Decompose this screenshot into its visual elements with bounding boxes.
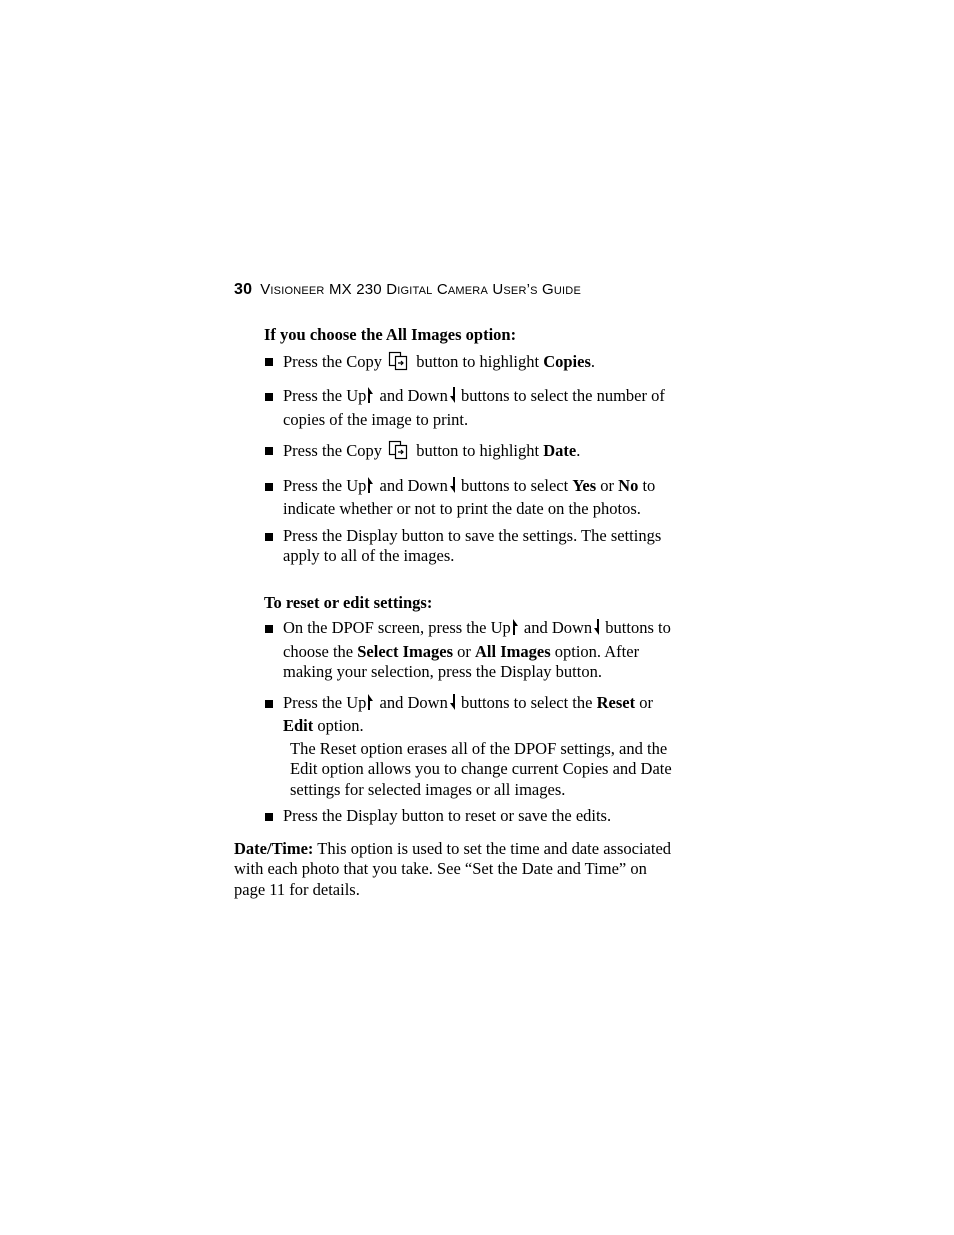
- section-heading-reset-edit: To reset or edit settings:: [264, 592, 433, 612]
- reset-edit-note: The Reset option erases all of the DPOF settings, and the Edit option allows you to change current Copies and Date settings for selected images or all images.: [290, 738, 672, 799]
- down-arrow-icon: [593, 618, 600, 642]
- bullet-square: [265, 625, 273, 633]
- page-number: 30: [234, 281, 253, 298]
- list-item: Press the Up and Down buttons to select the number of copies of the image to print.: [234, 386, 679, 430]
- up-arrow-icon: [367, 693, 374, 717]
- up-arrow-icon: [367, 476, 374, 500]
- list-item: Press the Up and Down buttons to select the Reset or Edit option.: [234, 693, 679, 737]
- page-body: [234, 325, 679, 900]
- list-item: Press the Display button to save the settings. The settings apply to all of the images.: [234, 526, 679, 567]
- down-arrow-icon: [449, 693, 456, 717]
- down-arrow-icon: [449, 386, 456, 410]
- section-heading-all-images: If you choose the All Images option:: [264, 325, 517, 344]
- list-item: Press the Copy button to highlight Date.: [234, 440, 679, 466]
- bullet-square: [265, 447, 273, 455]
- bullet-square: [265, 358, 273, 366]
- list-item: Press the Copy button to highlight Copies.: [234, 351, 679, 377]
- list-item: Press the Up and Down buttons to select Yes or No to indicate whether or not to print the date on the photos.: [234, 476, 679, 520]
- datetime-paragraph: Date/Time: This option is used to set the time and date associated with each photo that you take. See “Set the Date and Time” on page 11 for details.: [234, 838, 672, 899]
- all-images-steps: [234, 351, 679, 567]
- bullet-square: [265, 533, 273, 541]
- bullet-square: [265, 483, 273, 491]
- copy-icon: [388, 440, 410, 466]
- bullet-square: [265, 813, 273, 821]
- datetime-label: Date/Time:: [234, 838, 314, 858]
- bullet-square: [265, 700, 273, 708]
- guide-title: Visioneer MX 230 Digital Camera User’s Guide: [260, 281, 581, 298]
- up-arrow-icon: [367, 386, 374, 410]
- down-arrow-icon: [449, 476, 456, 500]
- page-header: [234, 281, 581, 299]
- reset-edit-steps: [234, 618, 679, 737]
- copy-icon: [388, 351, 410, 377]
- list-item: Press the Display button to reset or save the edits.: [234, 806, 679, 827]
- up-arrow-icon: [512, 618, 519, 642]
- reset-edit-final-step: [234, 806, 679, 827]
- list-item: On the DPOF screen, press the Up and Down buttons to choose the Select Images or All Images option. After making your selection, press the Display button.: [234, 618, 679, 683]
- bullet-square: [265, 393, 273, 401]
